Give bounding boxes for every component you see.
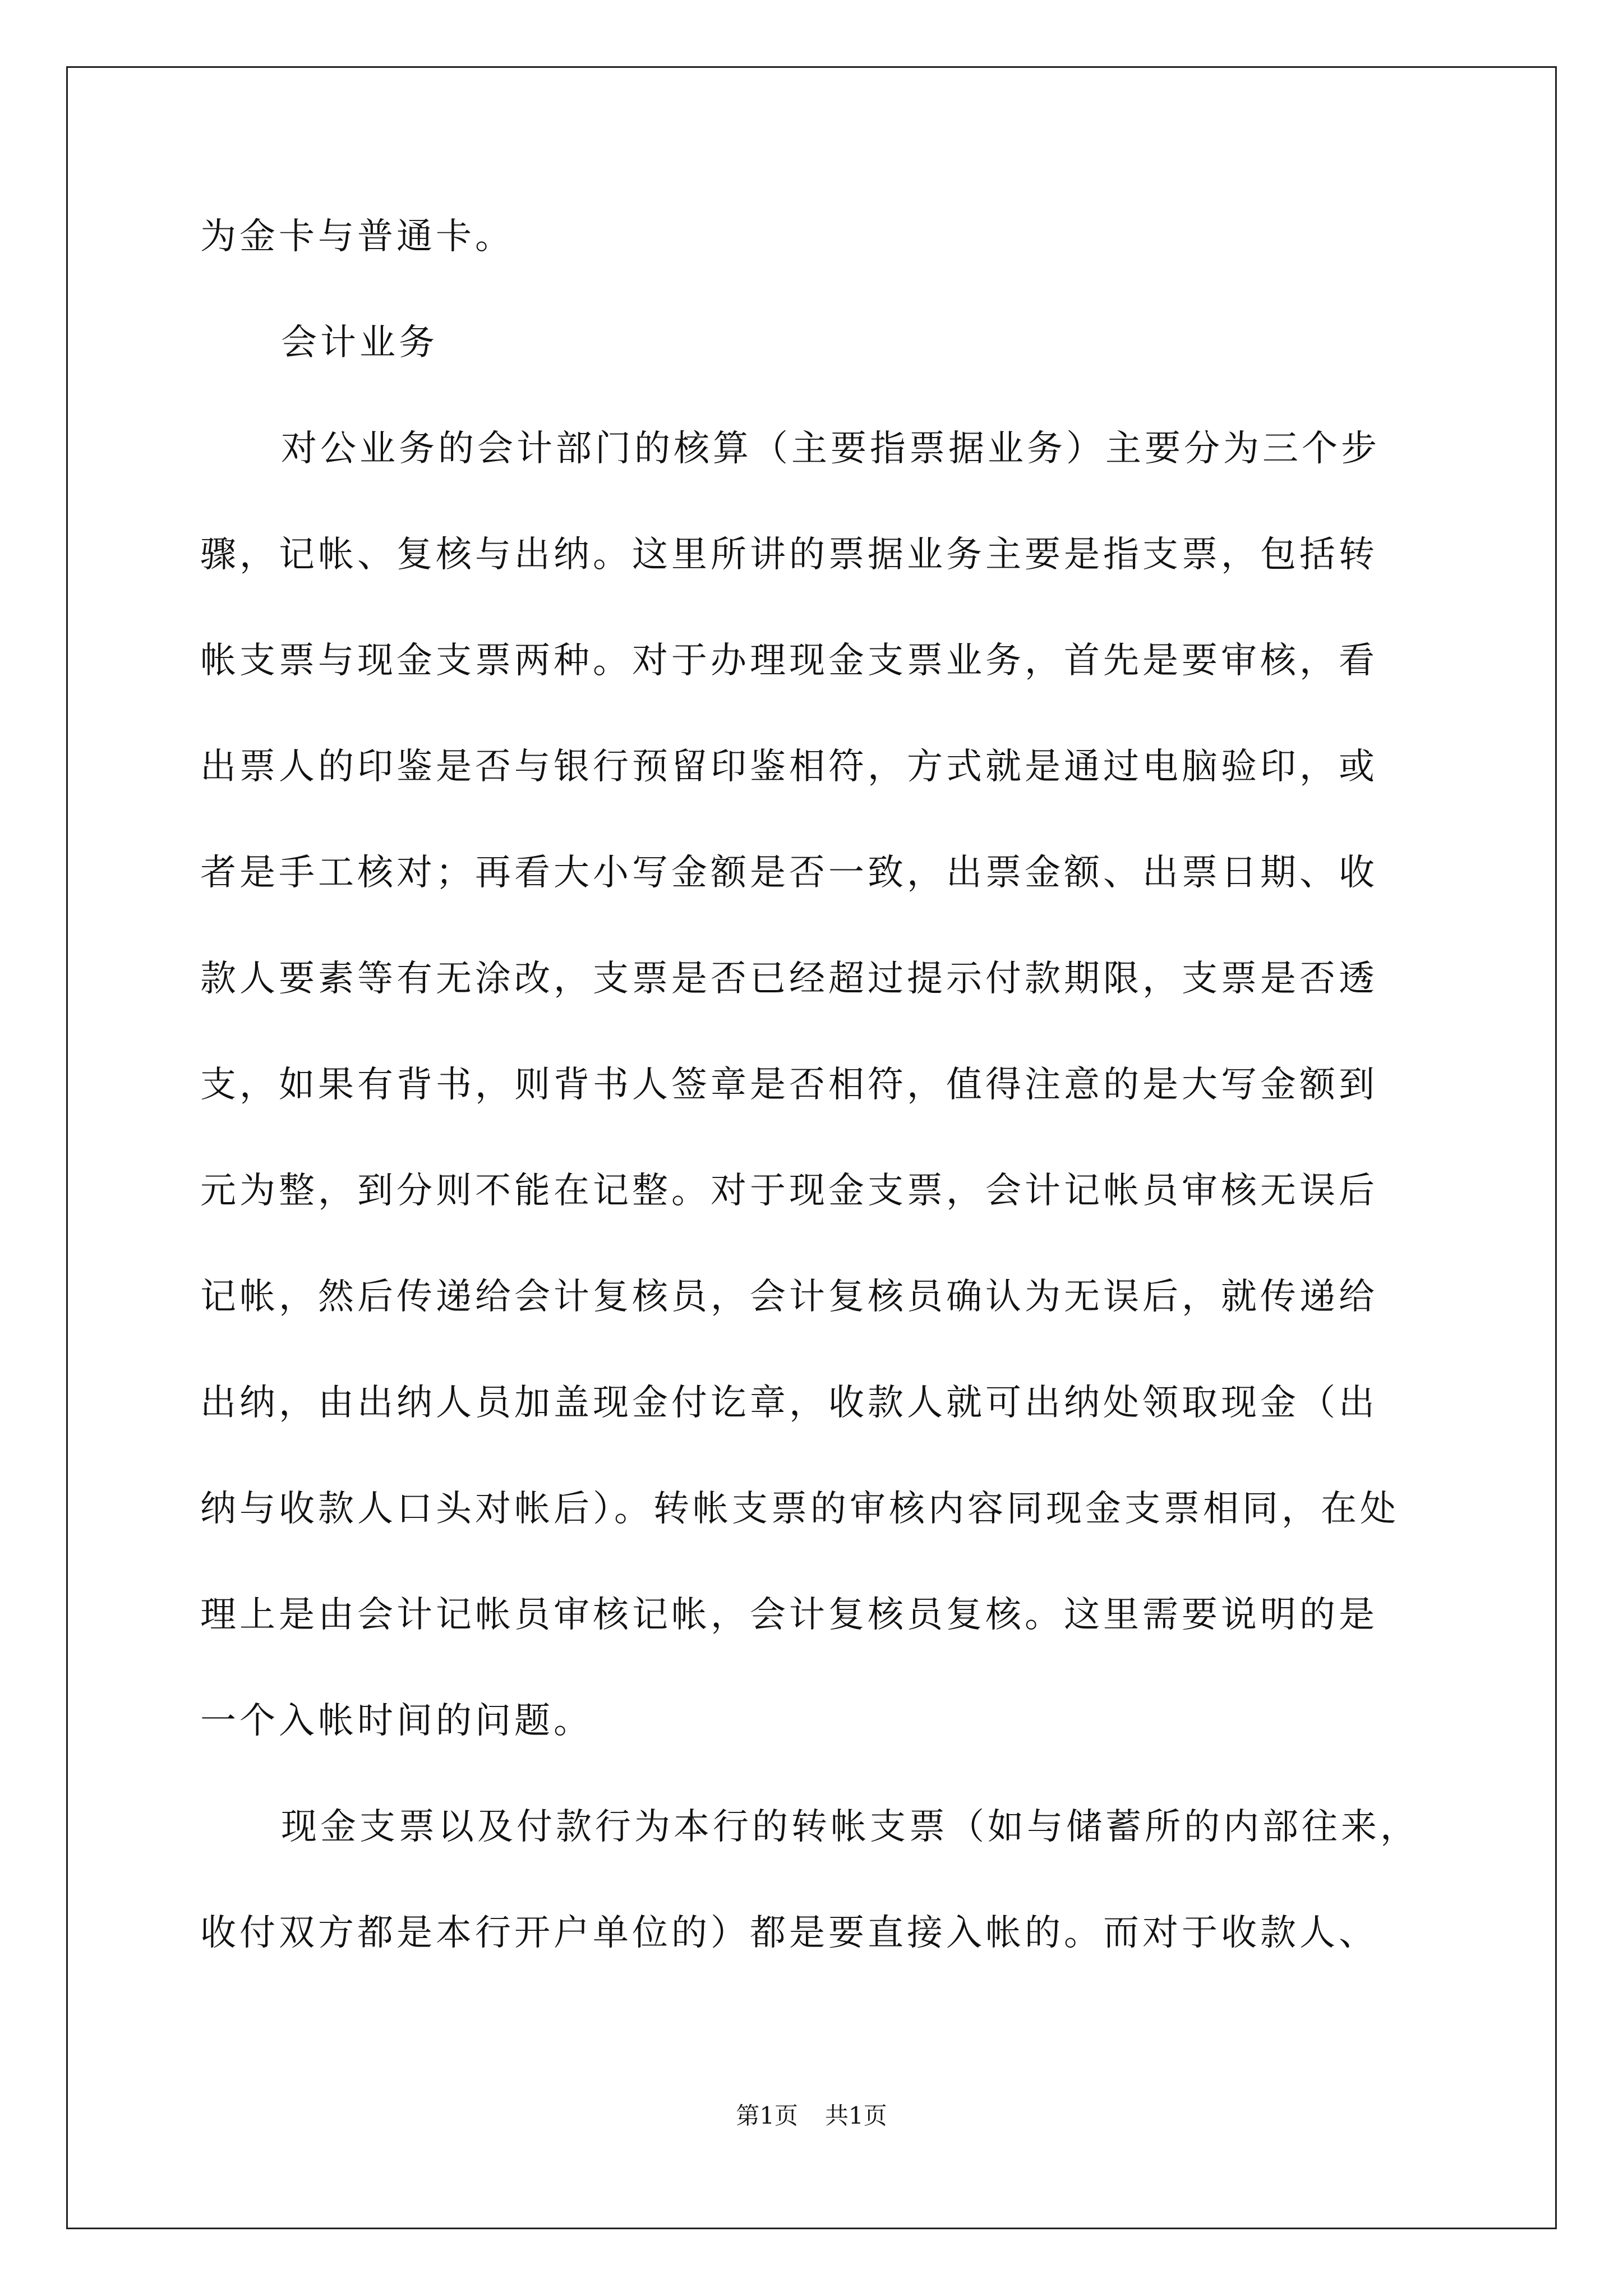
paragraph-line: 元为整，到分则不能在记整。对于现金支票，会计记帐员审核无误后 [200, 1170, 1378, 1212]
page-footer [0, 2099, 1623, 2133]
paragraph-line: 收付双方都是本行开户单位的）都是要直接入帐的。而对于收款人、 [200, 1912, 1378, 1954]
paragraph-line: 者是手工核对；再看大小写金额是否一致，出票金额、出票日期、收 [200, 852, 1378, 894]
page-number: 第1页 [736, 2102, 798, 2129]
page-total: 共1页 [825, 2102, 887, 2129]
section-heading: 会计业务 [281, 322, 438, 364]
paragraph-line: 支，如果有背书，则背书人签章是否相符，值得注意的是大写金额到 [200, 1064, 1378, 1106]
paragraph-line: 出票人的印鉴是否与银行预留印鉴相符，方式就是通过电脑验印，或 [200, 746, 1378, 788]
text-line: 为金卡与普通卡。 [200, 216, 514, 257]
paragraph-line: 对公业务的会计部门的核算（主要指票据业务）主要分为三个步 [281, 428, 1380, 470]
paragraph-line: 帐支票与现金支票两种。对于办理现金支票业务，首先是要审核，看 [200, 640, 1378, 682]
paragraph-line: 现金支票以及付款行为本行的转帐支票（如与储蓄所的内部往来， [281, 1806, 1419, 1848]
paragraph-line: 款人要素等有无涂改，支票是否已经超过提示付款期限，支票是否透 [200, 958, 1378, 1000]
paragraph-line: 出纳，由出纳人员加盖现金付讫章，收款人就可出纳处领取现金（出 [200, 1382, 1378, 1424]
paragraph-line: 记帐，然后传递给会计复核员，会计复核员确认为无误后，就传递给 [200, 1276, 1378, 1318]
paragraph-line: 骤，记帐、复核与出纳。这里所讲的票据业务主要是指支票，包括转 [200, 534, 1378, 576]
paragraph-line: 纳与收款人口头对帐后）。转帐支票的审核内容同现金支票相同，在处 [200, 1488, 1399, 1530]
paragraph-line: 一个入帐时间的问题。 [200, 1700, 593, 1742]
paragraph-line: 理上是由会计记帐员审核记帐，会计复核员复核。这里需要说明的是 [200, 1594, 1378, 1636]
